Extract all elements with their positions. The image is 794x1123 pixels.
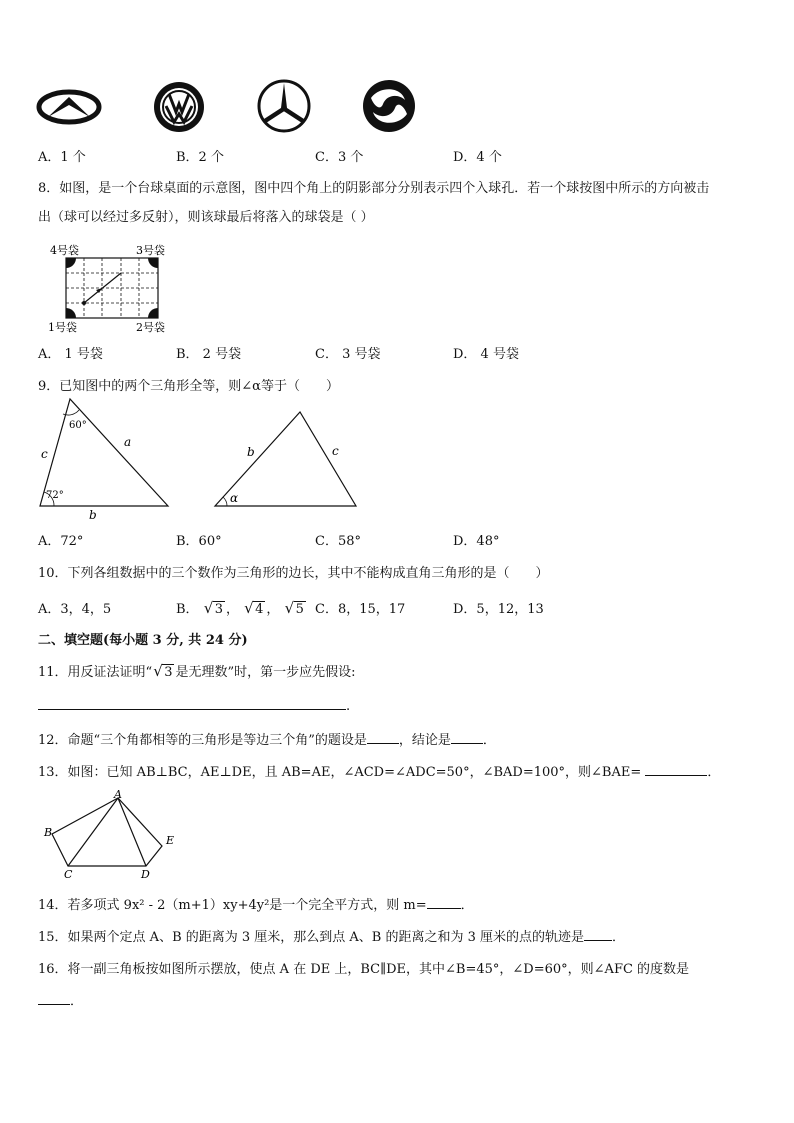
q9-option-c: C．58°	[315, 534, 361, 549]
mercedes-logo	[256, 78, 312, 134]
point-a-label: A	[114, 788, 122, 801]
bag1-label: 1号袋	[48, 321, 77, 334]
q12-blank-1[interactable]	[367, 731, 399, 744]
q10-stem: 10．下列各组数据中的三个数作为三角形的边长，其中不能构成直角三角形的是（ ）	[38, 566, 549, 581]
q8-stem-line2: 出（球可以经过多反射），则该球最后将落入的球袋是（ ）	[38, 210, 374, 225]
q15-stem: 15．如果两个定点 A、B 的距离为 3 厘米，那么到点 A、B 的距离之和为 3 厘米的点的轨迹是 ．	[38, 930, 626, 945]
side-a-label: a	[124, 435, 132, 449]
q10-option-c: C．8，15，17	[315, 602, 406, 617]
side-b-label: b	[89, 508, 97, 522]
side-b2-label: b	[247, 445, 255, 459]
q13-stem: 13．如图：已知 AB⊥BC，AE⊥DE，且 AB=AE，∠ACD=∠ADC=50°，∠BAD=100°，则∠BAE= ．	[38, 765, 721, 780]
sqrt-4: √ 4	[244, 599, 264, 617]
q9-option-a: A．72°	[38, 534, 84, 549]
angle-72-label: 72°	[46, 490, 64, 501]
q7-option-b: B．2 个	[176, 150, 224, 165]
sqrt-3-q11: √ 3	[153, 662, 173, 680]
q16-answer-line: ．	[38, 990, 83, 1009]
volkswagen-logo	[152, 80, 206, 134]
bag2-label: 2号袋	[136, 321, 165, 334]
q12-blank-2[interactable]	[451, 731, 483, 744]
q7-option-c: C．3 个	[315, 150, 364, 165]
q11-blank[interactable]	[38, 697, 346, 710]
q12-stem: 12．命题“三个角都相等的三角形是等边三个角”的题设是 ，结论是 ．	[38, 733, 496, 748]
q16-blank[interactable]	[38, 992, 70, 1005]
q15-blank[interactable]	[584, 928, 612, 941]
q14-blank[interactable]	[427, 896, 461, 909]
q7-option-d: D．4 个	[453, 150, 502, 165]
dongfeng-logo	[361, 78, 417, 134]
bag3-label: 3号袋	[136, 244, 165, 257]
quadrilateral-figure	[38, 788, 188, 880]
q8-option-a: A． 1 号袋	[38, 347, 103, 362]
sqrt-5: √ 5	[284, 599, 304, 617]
bag4-label: 4号袋	[50, 244, 79, 257]
triangle-figures	[30, 394, 370, 522]
q10-option-d: D．5，12，13	[453, 602, 544, 617]
q9-option-b: B．60°	[176, 534, 222, 549]
q8-option-d: D． 4 号袋	[453, 347, 519, 362]
q16-stem-line1: 16．将一副三角板按如图所示摆放，使点 A 在 DE 上，BC∥DE，其中∠B=45°，∠D=60°，则∠AFC 的度数是	[38, 962, 690, 977]
q9-option-d: D．48°	[453, 534, 500, 549]
q11-stem: 11．用反证法证明“ √ 3 是无理数”时，第一步应先假设:	[38, 662, 356, 680]
alpha-label: α	[230, 491, 239, 505]
q8-option-c: C． 3 号袋	[315, 347, 381, 362]
q7-option-a: A．1 个	[38, 150, 86, 165]
point-d-label: D	[141, 868, 150, 880]
q13-blank[interactable]	[645, 763, 707, 776]
q9-stem: 9．已知图中的两个三角形全等，则∠α等于（ ）	[38, 379, 339, 394]
point-e-label: E	[166, 834, 175, 847]
q11-answer-line: .	[38, 697, 350, 714]
angle-60-label: 60°	[69, 420, 87, 431]
section-title: 二、填空题(每小题 3 分, 共 24 分)	[38, 633, 248, 648]
point-b-label: B	[44, 826, 53, 839]
point-c-label: C	[64, 868, 73, 880]
q14-stem: 14．若多项式 9x² - 2（m+1）xy+4y²是一个完全平方式，则 m= ．	[38, 898, 474, 913]
q8-stem-line1: 8．如图，是一个台球桌面的示意图，图中四个角上的阴影部分分别表示四个入球孔．若一个球按图中所示的方向被击	[38, 181, 710, 196]
q10-option-a: A．3，4，5	[38, 602, 112, 617]
sqrt-3: √ 3	[203, 599, 223, 617]
q10-option-b: B． √ 3 ， √ 4 ， √ 5	[176, 599, 304, 617]
q8-option-b: B． 2 号袋	[176, 347, 242, 362]
infiniti-logo	[36, 85, 102, 129]
side-c-label: c	[41, 447, 48, 461]
side-c2-label: c	[332, 444, 339, 458]
billiard-table-figure	[44, 240, 184, 335]
